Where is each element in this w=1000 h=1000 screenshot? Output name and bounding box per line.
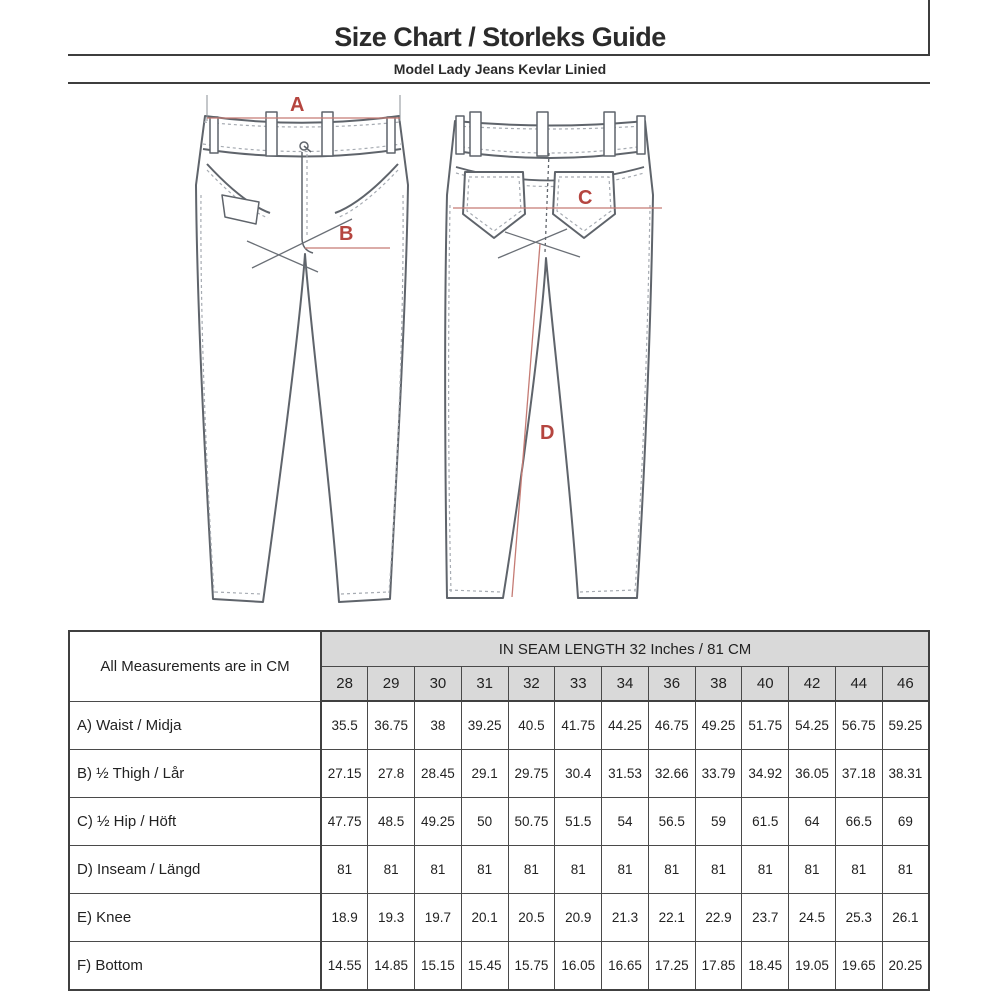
measurement-value-cell: 81 [742,845,789,893]
belt-loop [456,116,464,154]
page-title: Size Chart / Storleks Guide [334,22,666,52]
measurement-value-cell: 22.1 [648,893,695,941]
size-header-cell: 40 [742,667,789,702]
measurement-value-cell: 15.15 [415,941,462,990]
size-table [68,630,930,991]
size-header-cell: 34 [602,667,649,702]
measurement-value-cell: 16.65 [602,941,649,990]
measurement-row-label: C) ½ Hip / Höft [69,797,321,845]
measurement-value-cell: 81 [508,845,555,893]
measurement-value-cell: 20.9 [555,893,602,941]
measurement-value-cell: 36.05 [789,749,836,797]
measurement-value-cell: 27.8 [368,749,415,797]
belt-loop [637,116,645,154]
measurement-value-cell: 38 [415,701,462,749]
measurement-value-cell: 34.92 [742,749,789,797]
size-header-cell: 33 [555,667,602,702]
table-row [69,893,929,941]
measurement-value-cell: 35.5 [321,701,368,749]
measurement-value-cell: 59.25 [882,701,929,749]
measurement-value-cell: 56.75 [835,701,882,749]
measurement-value-cell: 29.1 [461,749,508,797]
measurement-value-cell: 81 [415,845,462,893]
belt-loop [387,117,395,153]
measurement-value-cell: 44.25 [602,701,649,749]
size-header-cell: 30 [415,667,462,702]
measurement-value-cell: 81 [321,845,368,893]
table-row [69,941,929,990]
measurement-value-cell: 20.25 [882,941,929,990]
measurement-value-cell: 26.1 [882,893,929,941]
measurement-value-cell: 18.45 [742,941,789,990]
measurement-value-cell: 41.75 [555,701,602,749]
measurement-row-label: B) ½ Thigh / Lår [69,749,321,797]
table-header-row [69,631,929,667]
measurement-value-cell: 50 [461,797,508,845]
measurement-value-cell: 46.75 [648,701,695,749]
measurement-value-cell: 64 [789,797,836,845]
inseam-length-header-cell: IN SEAM LENGTH 32 Inches / 81 CM [321,631,929,667]
measurement-value-cell: 21.3 [602,893,649,941]
measurement-value-cell: 39.25 [461,701,508,749]
measurement-value-cell: 61.5 [742,797,789,845]
size-header-cell: 46 [882,667,929,702]
measurement-value-cell: 20.5 [508,893,555,941]
measurement-value-cell: 81 [555,845,602,893]
belt-loop [210,117,218,153]
measurement-value-cell: 24.5 [789,893,836,941]
jeans-back-view [445,112,653,598]
measurement-value-cell: 66.5 [835,797,882,845]
table-body [69,701,929,990]
size-header-cell: 38 [695,667,742,702]
measurement-value-cell: 81 [602,845,649,893]
measurement-value-cell: 54.25 [789,701,836,749]
measurement-value-cell: 23.7 [742,893,789,941]
measurement-row-label: D) Inseam / Längd [69,845,321,893]
measurement-value-cell: 81 [648,845,695,893]
measurement-value-cell: 48.5 [368,797,415,845]
measurement-value-cell: 14.55 [321,941,368,990]
jeans-front-view [196,95,408,602]
measurement-value-cell: 17.85 [695,941,742,990]
table-row [69,797,929,845]
measure-label-a: A [290,94,305,116]
measurement-value-cell: 81 [789,845,836,893]
size-header-cell: 31 [461,667,508,702]
measurement-value-cell: 81 [368,845,415,893]
measurement-value-cell: 81 [882,845,929,893]
measurement-value-cell: 20.1 [461,893,508,941]
measurement-value-cell: 28.45 [415,749,462,797]
measurement-value-cell: 19.05 [789,941,836,990]
belt-loop [537,112,548,156]
table-row [69,845,929,893]
size-header-cell: 29 [368,667,415,702]
measurement-value-cell: 37.18 [835,749,882,797]
measurement-value-cell: 54 [602,797,649,845]
measurement-value-cell: 15.45 [461,941,508,990]
measurement-value-cell: 69 [882,797,929,845]
measurement-value-cell: 49.25 [415,797,462,845]
measurement-value-cell: 32.66 [648,749,695,797]
size-header-cell: 28 [321,667,368,702]
measurement-value-cell: 18.9 [321,893,368,941]
measure-label-c: C [578,187,593,209]
corner-header-cell: All Measurements are in CM [69,631,321,701]
measurement-value-cell: 30.4 [555,749,602,797]
measurement-value-cell: 51.75 [742,701,789,749]
measurement-row-label: F) Bottom [69,941,321,990]
measurement-value-cell: 31.53 [602,749,649,797]
measurement-value-cell: 81 [461,845,508,893]
table-row [69,749,929,797]
measure-label-d: D [540,422,555,444]
measurement-value-cell: 29.75 [508,749,555,797]
measurement-value-cell: 16.05 [555,941,602,990]
measurement-value-cell: 36.75 [368,701,415,749]
measurement-value-cell: 81 [835,845,882,893]
measurement-row-label: E) Knee [69,893,321,941]
table-row [69,701,929,749]
measurement-value-cell: 38.31 [882,749,929,797]
page-subtitle: Model Lady Jeans Kevlar Linied [393,61,607,77]
belt-loop [470,112,481,156]
size-header-cell: 32 [508,667,555,702]
measurement-value-cell: 49.25 [695,701,742,749]
table-head [69,631,929,701]
measurement-value-cell: 19.7 [415,893,462,941]
measurement-value-cell: 17.25 [648,941,695,990]
belt-loop [604,112,615,156]
measure-label-b: B [339,223,354,245]
measurement-value-cell: 19.65 [835,941,882,990]
measurement-value-cell: 59 [695,797,742,845]
measurement-value-cell: 25.3 [835,893,882,941]
measurement-value-cell: 81 [695,845,742,893]
measurement-value-cell: 22.9 [695,893,742,941]
measurement-value-cell: 33.79 [695,749,742,797]
measurement-value-cell: 27.15 [321,749,368,797]
size-header-cell: 42 [789,667,836,702]
measurement-value-cell: 40.5 [508,701,555,749]
measurement-value-cell: 19.3 [368,893,415,941]
measurement-row-label: A) Waist / Midja [69,701,321,749]
size-header-cell: 44 [835,667,882,702]
measurement-value-cell: 14.85 [368,941,415,990]
measurement-value-cell: 56.5 [648,797,695,845]
measurement-value-cell: 51.5 [555,797,602,845]
measurement-value-cell: 15.75 [508,941,555,990]
measurement-value-cell: 47.75 [321,797,368,845]
size-header-cell: 36 [648,667,695,702]
measurement-value-cell: 50.75 [508,797,555,845]
